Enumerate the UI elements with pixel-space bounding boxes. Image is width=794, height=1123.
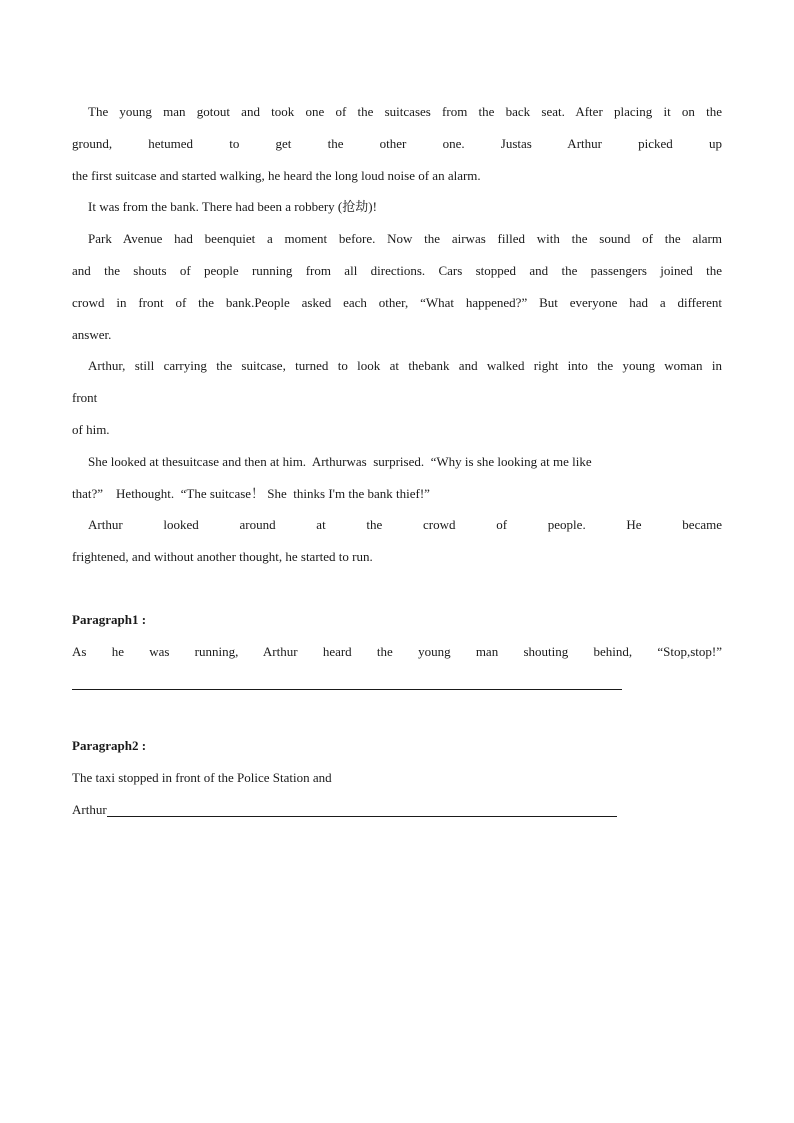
story-line: Park Avenue had beenquiet a moment before. Now the airwas filled with the sound of the alarm [88, 231, 722, 247]
paragraph2-heading: Paragraph2 : [72, 738, 147, 754]
story-line: The young man gotout and took one of the suitcases from the back seat. After placing it on the [88, 104, 722, 119]
story-line: It was from the bank. There had been a robbery (抢劫)! [88, 199, 377, 215]
document-page [72, 96, 722, 826]
story-line: Arthur, still carrying the suitcase, turned to look at thebank and walked right into the young woman in [88, 358, 722, 374]
story-line: Arthur looked around at the crowd of people. He became [88, 517, 722, 533]
paragraph1-opening: As he was running, Arthur heard the young man shouting behind, “Stop,stop!” [72, 643, 722, 659]
story-line: ground, hetumed to get the other one. Justas Arthur picked up [72, 135, 722, 151]
story-line: of him. [72, 421, 110, 437]
paragraph2-answer-line[interactable] [72, 794, 722, 826]
story-line: that?” Hethought. “The suitcase！ She thinks I'm the bank thief!” [72, 485, 430, 501]
writing-blank[interactable] [107, 816, 617, 817]
story-line: the first suitcase and started walking, he heard the long loud noise of an alarm. [72, 167, 481, 183]
story-line: front [72, 390, 98, 406]
paragraph2-prefix: Arthur [72, 801, 107, 817]
story-line: and the shouts of people running from all directions. Cars stopped and the passengers joined the [72, 262, 722, 278]
paragraph1-answer-line[interactable] [72, 668, 722, 700]
story-line: crowd in front of the bank.People asked each other, “What happened?” But everyone had a different [72, 294, 722, 310]
story-line: frightened, and without another thought, he started to run. [72, 549, 373, 565]
story-line: She looked at thesuitcase and then at him. Arthurwas surprised. “Why is she looking at me like [88, 453, 592, 469]
writing-blank[interactable] [72, 689, 622, 690]
paragraph2-opening: The taxi stopped in front of the Police Station and [72, 770, 332, 786]
paragraph1-heading: Paragraph1 : [72, 611, 147, 627]
story-line: answer. [72, 326, 112, 342]
